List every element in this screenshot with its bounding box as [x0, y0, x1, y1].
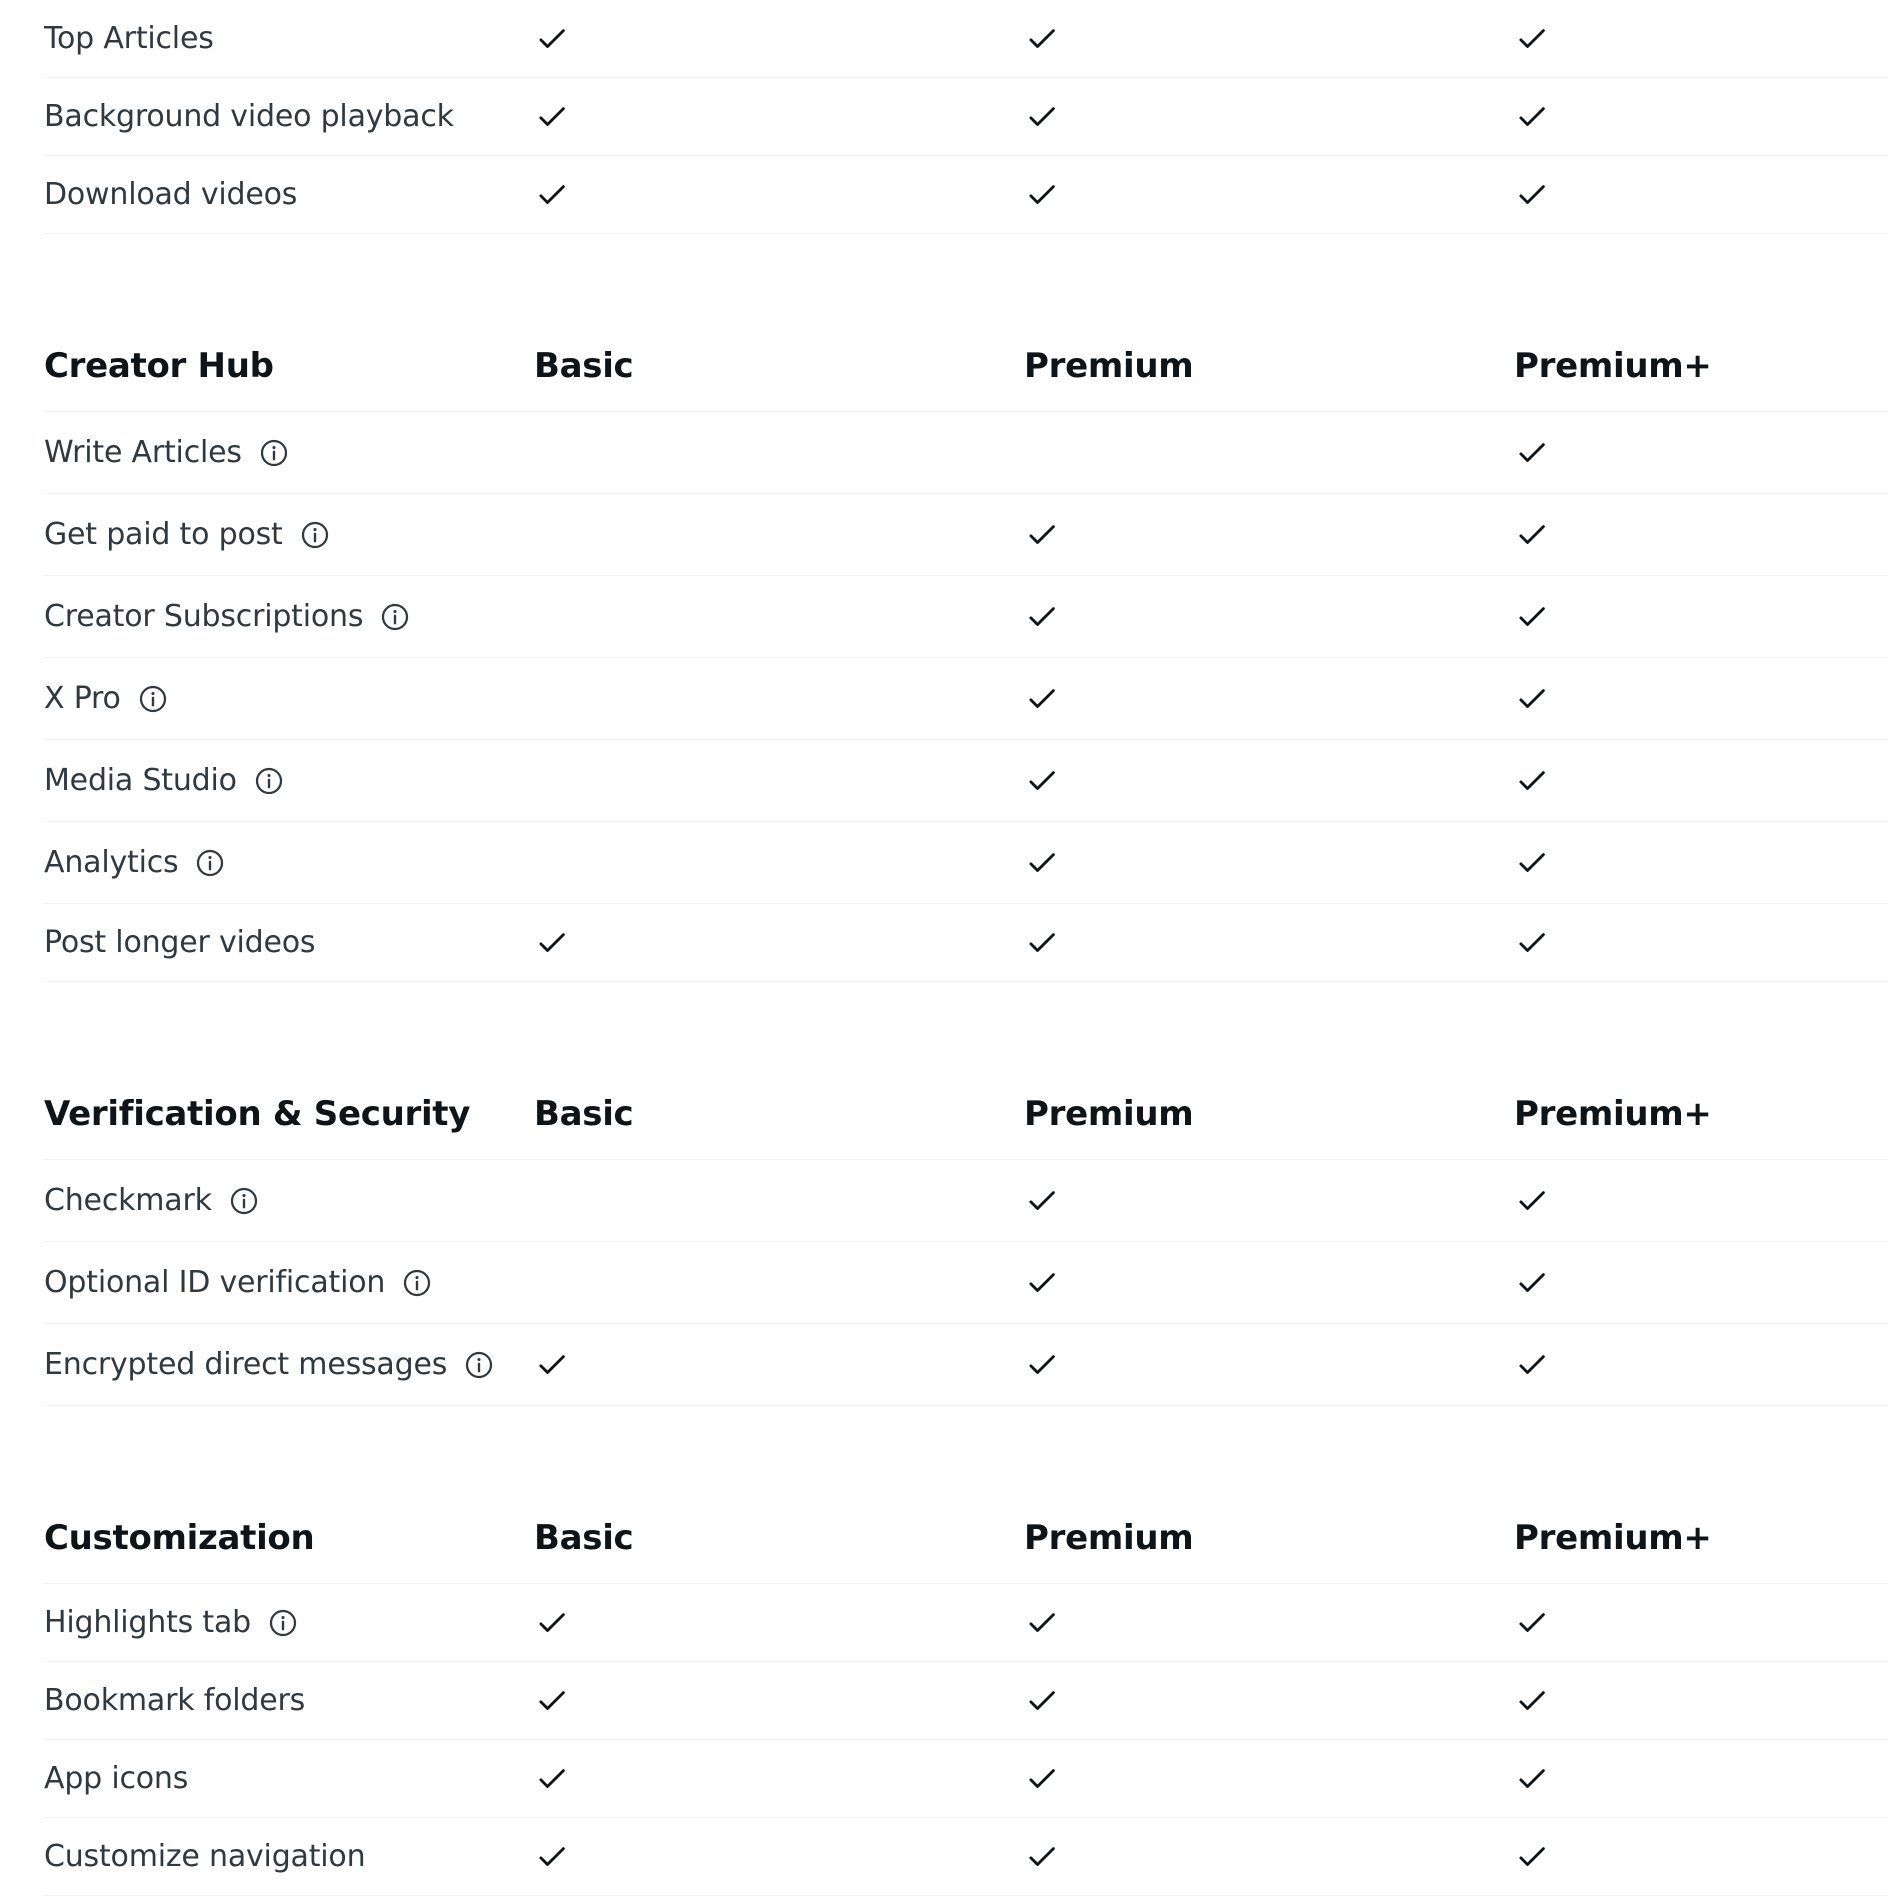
tier-cell-premium-plus [1514, 21, 1888, 57]
info-icon[interactable] [253, 765, 285, 797]
feature-label: Background video playback [44, 99, 454, 134]
feature-label: Download videos [44, 177, 298, 212]
tier-title-premium: Premium [1024, 1093, 1194, 1134]
section-spacer [44, 1406, 1888, 1492]
tier-cell-premium [1024, 1605, 1514, 1641]
feature-cell [44, 845, 534, 880]
tier-cell-premium [1024, 763, 1514, 799]
tier-cell-premium [1024, 1683, 1514, 1719]
tier-cell-basic [534, 1839, 1024, 1875]
info-icon[interactable] [463, 1349, 495, 1381]
checkmark-icon [1024, 1839, 1060, 1875]
feature-cell [44, 99, 534, 134]
checkmark-icon [1024, 599, 1060, 635]
feature-comparison-table [44, 0, 1888, 1896]
feature-label: Analytics [44, 845, 179, 880]
checkmark-icon [1024, 1761, 1060, 1797]
feature-cell [44, 1183, 534, 1218]
feature-label: Write Articles [44, 435, 242, 470]
feature-label: Optional ID verification [44, 1265, 386, 1300]
feature-cell [44, 1605, 534, 1640]
feature-row [44, 1324, 1888, 1406]
checkmark-icon [1024, 1605, 1060, 1641]
checkmark-icon [534, 177, 570, 213]
tier-header-cell [1024, 346, 1514, 386]
checkmark-icon [1024, 681, 1060, 717]
feature-cell [44, 763, 534, 798]
section-title: Customization [44, 1517, 315, 1558]
checkmark-icon [1024, 1183, 1060, 1219]
section-title: Creator Hub [44, 345, 274, 386]
feature-row [44, 1160, 1888, 1242]
feature-cell [44, 21, 534, 56]
feature-row [44, 1584, 1888, 1662]
tier-header-cell [534, 1094, 1024, 1134]
tier-cell-premium-plus [1514, 435, 1888, 471]
feature-cell [44, 1683, 534, 1718]
checkmark-icon [1514, 1605, 1550, 1641]
checkmark-icon [534, 21, 570, 57]
tier-cell-premium [1024, 517, 1514, 553]
checkmark-icon [1514, 845, 1550, 881]
checkmark-icon [1024, 517, 1060, 553]
tier-header-cell [534, 1518, 1024, 1558]
tier-cell-basic [534, 1683, 1024, 1719]
tier-cell-premium [1024, 599, 1514, 635]
section-title-cell [44, 1094, 534, 1134]
tier-title-premium-plus: Premium+ [1514, 345, 1712, 386]
feature-row [44, 576, 1888, 658]
feature-label: Creator Subscriptions [44, 599, 364, 634]
checkmark-icon [1024, 1683, 1060, 1719]
feature-cell [44, 1265, 534, 1300]
tier-cell-basic [534, 925, 1024, 961]
feature-cell [44, 925, 534, 960]
feature-row [44, 822, 1888, 904]
checkmark-icon [1024, 1347, 1060, 1383]
checkmark-icon [1514, 681, 1550, 717]
section-title: Verification & Security [44, 1093, 471, 1134]
section-2 [44, 1068, 1888, 1406]
feature-cell [44, 177, 534, 212]
tier-title-basic: Basic [534, 1093, 634, 1134]
checkmark-icon [1024, 177, 1060, 213]
info-icon[interactable] [401, 1267, 433, 1299]
tier-cell-basic [534, 177, 1024, 213]
tier-cell-premium [1024, 99, 1514, 135]
tier-title-premium-plus: Premium+ [1514, 1517, 1712, 1558]
feature-row [44, 1818, 1888, 1896]
feature-cell [44, 1761, 534, 1796]
tier-cell-basic [534, 1347, 1024, 1383]
feature-row [44, 1242, 1888, 1324]
section-title-cell [44, 346, 534, 386]
checkmark-icon [534, 1347, 570, 1383]
tier-cell-basic [534, 99, 1024, 135]
tier-title-premium-plus: Premium+ [1514, 1093, 1712, 1134]
checkmark-icon [1514, 763, 1550, 799]
feature-row [44, 740, 1888, 822]
checkmark-icon [1514, 1183, 1550, 1219]
tier-cell-premium-plus [1514, 1761, 1888, 1797]
section-header-row [44, 1492, 1888, 1584]
checkmark-icon [534, 1839, 570, 1875]
checkmark-icon [1514, 99, 1550, 135]
feature-cell [44, 435, 534, 470]
feature-row [44, 1662, 1888, 1740]
section-spacer [44, 982, 1888, 1068]
info-icon[interactable] [258, 437, 290, 469]
checkmark-icon [1024, 21, 1060, 57]
tier-cell-premium [1024, 177, 1514, 213]
info-icon[interactable] [194, 847, 226, 879]
feature-label: Get paid to post [44, 517, 283, 552]
checkmark-icon [1514, 925, 1550, 961]
section-header-row [44, 320, 1888, 412]
section-header-row [44, 1068, 1888, 1160]
tier-cell-premium-plus [1514, 1347, 1888, 1383]
checkmark-icon [1024, 1265, 1060, 1301]
tier-cell-premium-plus [1514, 1183, 1888, 1219]
tier-header-cell [534, 346, 1024, 386]
tier-cell-premium-plus [1514, 681, 1888, 717]
tier-cell-premium-plus [1514, 1683, 1888, 1719]
tier-title-premium: Premium [1024, 1517, 1194, 1558]
checkmark-icon [1514, 435, 1550, 471]
tier-header-cell [1514, 346, 1888, 386]
checkmark-icon [1024, 99, 1060, 135]
feature-cell [44, 681, 534, 716]
tier-cell-premium-plus [1514, 1605, 1888, 1641]
feature-row [44, 658, 1888, 740]
feature-label: Bookmark folders [44, 1683, 306, 1718]
checkmark-icon [534, 99, 570, 135]
section-title-cell [44, 1518, 534, 1558]
checkmark-icon [534, 925, 570, 961]
tier-cell-basic [534, 1605, 1024, 1641]
feature-label: App icons [44, 1761, 189, 1796]
tier-cell-premium [1024, 21, 1514, 57]
tier-cell-basic [534, 21, 1024, 57]
checkmark-icon [1514, 1683, 1550, 1719]
info-icon[interactable] [379, 601, 411, 633]
tier-cell-premium [1024, 845, 1514, 881]
feature-row [44, 156, 1888, 234]
tier-cell-premium [1024, 1265, 1514, 1301]
tier-title-premium: Premium [1024, 345, 1194, 386]
tier-cell-premium-plus [1514, 599, 1888, 635]
feature-row [44, 1740, 1888, 1818]
tier-header-cell [1514, 1518, 1888, 1558]
tier-cell-premium [1024, 681, 1514, 717]
feature-row [44, 904, 1888, 982]
section-spacer [44, 234, 1888, 320]
feature-label: X Pro [44, 681, 121, 716]
tier-header-cell [1024, 1518, 1514, 1558]
tier-cell-premium-plus [1514, 517, 1888, 553]
checkmark-icon [1024, 925, 1060, 961]
checkmark-icon [534, 1605, 570, 1641]
checkmark-icon [1024, 845, 1060, 881]
feature-row [44, 412, 1888, 494]
tier-cell-premium-plus [1514, 1839, 1888, 1875]
feature-cell [44, 1347, 534, 1382]
checkmark-icon [534, 1761, 570, 1797]
section-1 [44, 320, 1888, 982]
tier-cell-premium [1024, 1761, 1514, 1797]
feature-label: Highlights tab [44, 1605, 251, 1640]
tier-title-basic: Basic [534, 1517, 634, 1558]
checkmark-icon [534, 1683, 570, 1719]
info-icon[interactable] [137, 683, 169, 715]
checkmark-icon [1514, 1347, 1550, 1383]
tier-cell-premium-plus [1514, 1265, 1888, 1301]
feature-label: Checkmark [44, 1183, 212, 1218]
feature-label: Encrypted direct messages [44, 1347, 448, 1382]
tier-cell-premium [1024, 1839, 1514, 1875]
tier-cell-premium [1024, 1347, 1514, 1383]
feature-label: Post longer videos [44, 925, 316, 960]
checkmark-icon [1514, 21, 1550, 57]
info-icon[interactable] [267, 1607, 299, 1639]
tier-cell-premium-plus [1514, 763, 1888, 799]
feature-label: Media Studio [44, 763, 237, 798]
tier-title-basic: Basic [534, 345, 634, 386]
info-icon[interactable] [299, 519, 331, 551]
checkmark-icon [1514, 599, 1550, 635]
feature-row [44, 0, 1888, 78]
tier-cell-premium [1024, 925, 1514, 961]
tier-cell-premium [1024, 1183, 1514, 1219]
tier-header-cell [1514, 1094, 1888, 1134]
checkmark-icon [1024, 763, 1060, 799]
feature-label: Top Articles [44, 21, 214, 56]
feature-cell [44, 517, 534, 552]
checkmark-icon [1514, 1265, 1550, 1301]
section-0 [44, 0, 1888, 234]
checkmark-icon [1514, 177, 1550, 213]
tier-cell-premium-plus [1514, 177, 1888, 213]
checkmark-icon [1514, 1761, 1550, 1797]
tier-header-cell [1024, 1094, 1514, 1134]
tier-cell-basic [534, 1761, 1024, 1797]
feature-label: Customize navigation [44, 1839, 366, 1874]
tier-cell-premium-plus [1514, 925, 1888, 961]
section-3 [44, 1492, 1888, 1896]
feature-row [44, 494, 1888, 576]
feature-cell [44, 1839, 534, 1874]
tier-cell-premium-plus [1514, 99, 1888, 135]
info-icon[interactable] [228, 1185, 260, 1217]
feature-cell [44, 599, 534, 634]
checkmark-icon [1514, 517, 1550, 553]
tier-cell-premium-plus [1514, 845, 1888, 881]
feature-row [44, 78, 1888, 156]
checkmark-icon [1514, 1839, 1550, 1875]
